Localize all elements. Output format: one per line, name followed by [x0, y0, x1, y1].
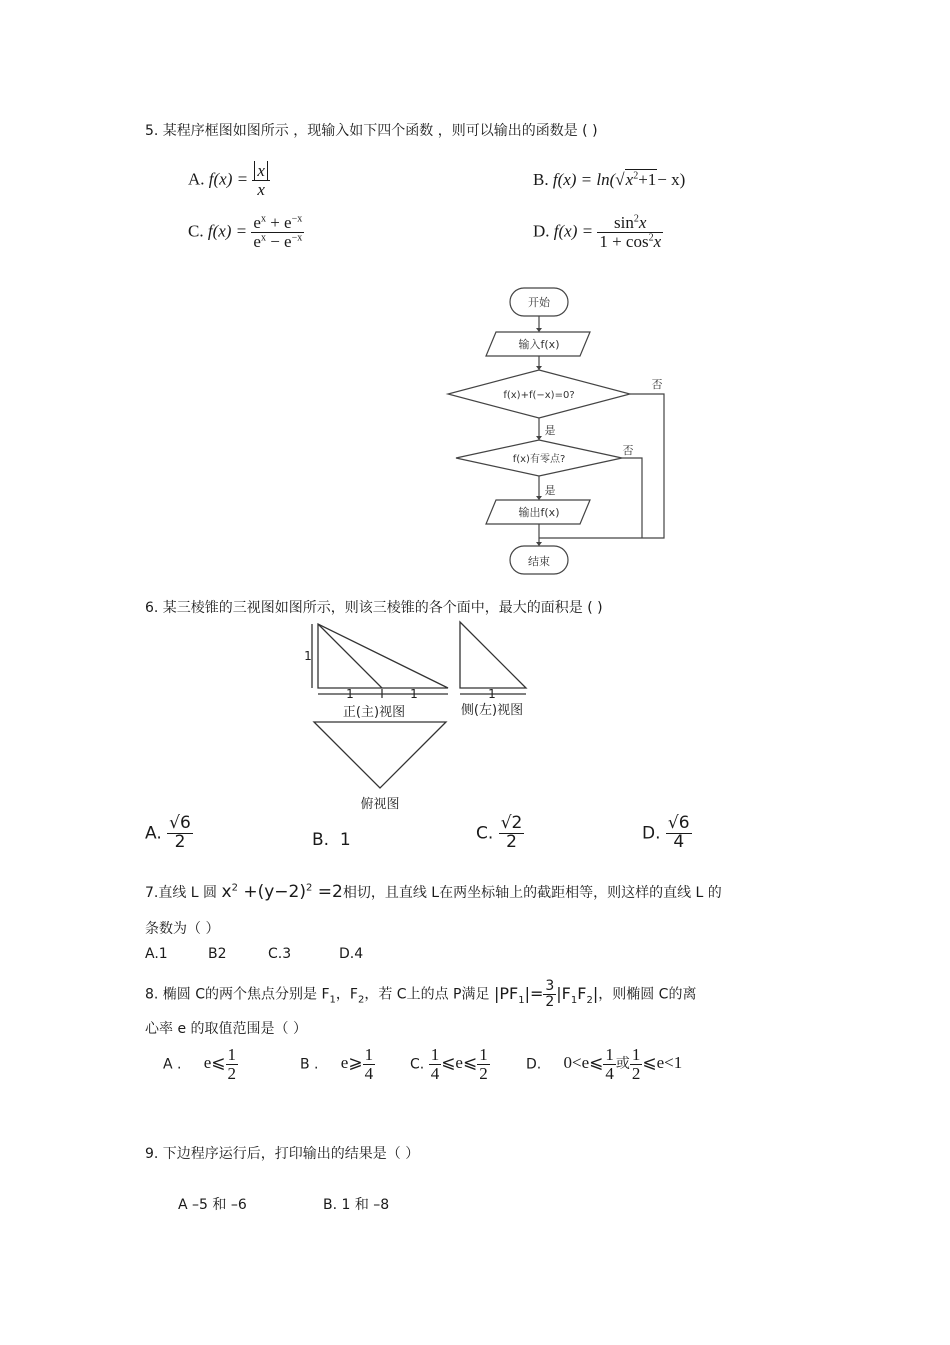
- q5-option-b[interactable]: B. $f(x) = \ln(√x^2+1- x)$: [533, 170, 686, 189]
- q5-stem: 5. 某程序框图如图所示 ，现输入如下四个函数 ，则可以输出的函数是 ( ): [145, 123, 598, 139]
- q7-stem: 7.直线 L 圆 $x^2 +(y-2)^2 =2$相切，且直线 L在两坐标轴上的截距相等，则这样的直线 L 的: [145, 882, 722, 902]
- top-view-label: 俯视图: [360, 797, 400, 812]
- front-view-triangle: [318, 624, 448, 688]
- q5-option-d[interactable]: D. f(x) = $\frac{\sin^2x}{1 + \cos^2x}$: [533, 213, 662, 251]
- side-view-triangle: [460, 622, 526, 688]
- q6-option-a[interactable]: A. $\frac{√6}{2}$: [145, 813, 191, 852]
- q8-stem: 8. 椭圆 C的两个焦点分别是 $F_1$，$F_2$，若 C上的点 P满足 $|PF_1|=$ $\frac{3}{2}$ $|F_1F_2|$，则椭圆 C的离: [145, 978, 697, 1010]
- q5-d-fraction: $\frac{\sin^2x}{1 + \cos^2x}$: [599, 213, 662, 251]
- top-view-triangle: [314, 722, 446, 788]
- q6-option-c[interactable]: C. $\frac{√2}{2}$: [476, 813, 523, 852]
- flow-start-text: 开始: [528, 296, 550, 309]
- flow-yes-label: 是: [544, 484, 556, 497]
- q7-option-d[interactable]: D.4: [339, 946, 364, 962]
- q9-option-b[interactable]: B. 1 和 –8: [323, 1197, 390, 1213]
- q8-option-a[interactable]: A . e⩽ $\frac{1}{2}$: [163, 1045, 237, 1083]
- q8-option-c[interactable]: C. $\frac{1}{4}$ ⩽e⩽ $\frac{1}{2}$: [410, 1045, 488, 1083]
- flow-end-text: 结束: [528, 555, 550, 568]
- q8-stem-cont: 心率 e 的取值范围是（ ）: [145, 1021, 307, 1037]
- flow-no-label: 否: [651, 378, 663, 391]
- q9-stem: 9. 下边程序运行后，打印输出的结果是（ ）: [145, 1146, 420, 1162]
- q6-option-d[interactable]: D. $\frac{√6}{4}$: [642, 813, 690, 852]
- q7-option-b[interactable]: B2: [208, 946, 227, 962]
- q5-option-c[interactable]: C. f(x) = $\frac{e^x + e^{-x}}{e^x - e^{-x}}$: [188, 213, 303, 251]
- sqrt-symbol: $√x^2+1$: [615, 170, 657, 189]
- front-view-inner-edge: [318, 624, 382, 688]
- front-view-label: 正(主)视图: [342, 705, 406, 720]
- flow-yes-label: 是: [544, 424, 556, 437]
- q6-stem: 6. 某三棱锥的三视图如图所示，则该三棱锥的各个面中，最大的面积是 ( ): [145, 600, 603, 616]
- q5-c-fraction: $\frac{e^x + e^{-x}}{e^x - e^{-x}}$: [253, 213, 303, 251]
- dim-label: 1: [346, 687, 354, 701]
- q8-option-b[interactable]: B . e⩾ $\frac{1}{4}$: [300, 1045, 374, 1083]
- dim-label: 1: [410, 687, 418, 701]
- q7-stem-cont: 条数为（ ）: [145, 921, 220, 937]
- q7-option-c[interactable]: C.3: [268, 946, 292, 962]
- flow-no-path-2: [622, 458, 642, 538]
- dim-label: 1: [304, 649, 312, 663]
- flow-cond1-text: f(x)+f(−x)=0?: [503, 390, 575, 401]
- q5-option-a[interactable]: A. f(x) = $\frac{x}{x}$: [188, 162, 270, 199]
- q6-option-b[interactable]: B. 1: [312, 830, 351, 850]
- flow-cond2-text: f(x)有零点?: [512, 454, 566, 465]
- flow-output-text: 输出f(x): [518, 506, 560, 519]
- side-view-label: 侧(左)视图: [460, 703, 524, 718]
- q7-option-a[interactable]: A.1: [145, 946, 168, 962]
- q5-a-fraction: $\frac{x}{x}$: [252, 162, 270, 199]
- flow-no-label: 否: [622, 444, 634, 457]
- flow-input-text: 输入f(x): [518, 338, 560, 351]
- flowchart: [440, 282, 680, 582]
- q8-option-d[interactable]: D. 0<e⩽ $\frac{1}{4}$ 或 $\frac{1}{2}$ ⩽e<1: [526, 1045, 683, 1083]
- three-view-diagram: [300, 618, 540, 818]
- q9-option-a[interactable]: A –5 和 –6: [178, 1197, 247, 1213]
- dim-label: 1: [488, 687, 496, 701]
